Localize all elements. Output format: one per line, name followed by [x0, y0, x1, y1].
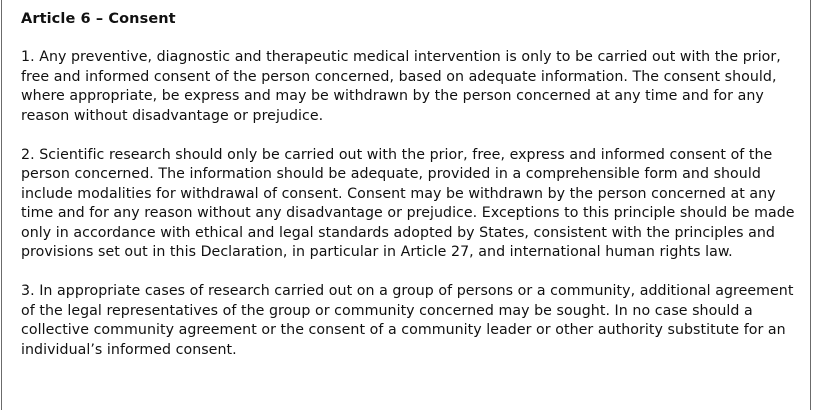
paragraph-3: 3. In appropriate cases of research carried out on a group of persons or a community, additional agreement of the legal representatives of the group or community concerned may be sought. In no case should a collective community agreement or the consent of a community leader or other authority substitute for an individual’s informed consent.: [21, 283, 794, 358]
article-heading: Article 6 – Consent: [21, 11, 176, 27]
paragraph-1: 1. Any preventive, diagnostic and therapeutic medical intervention is only to be carried out with the prior, free and informed consent of the person concerned, based on adequate information. The consent should, where appropriate, be express and may be withdrawn by the person concerned at any time and for any reason without disadvantage or prejudice.: [21, 49, 781, 124]
paragraph-2: 2. Scientific research should only be carried out with the prior, free, express and informed consent of the person concerned. The information should be adequate, provided in a comprehensible form and should include modalities for withdrawal of consent. Consent may be withdrawn by the person concerned at any time and for any reason without any disadvantage or prejudice. Exceptions to this principle should be made only in accordance with ethical and legal standards adopted by States, consistent with the principles and provisions set out in this Declaration, in particular in Article 27, and international human rights law.: [21, 146, 795, 260]
document-frame: [1, 0, 811, 410]
article-content: [21, 8, 801, 380]
